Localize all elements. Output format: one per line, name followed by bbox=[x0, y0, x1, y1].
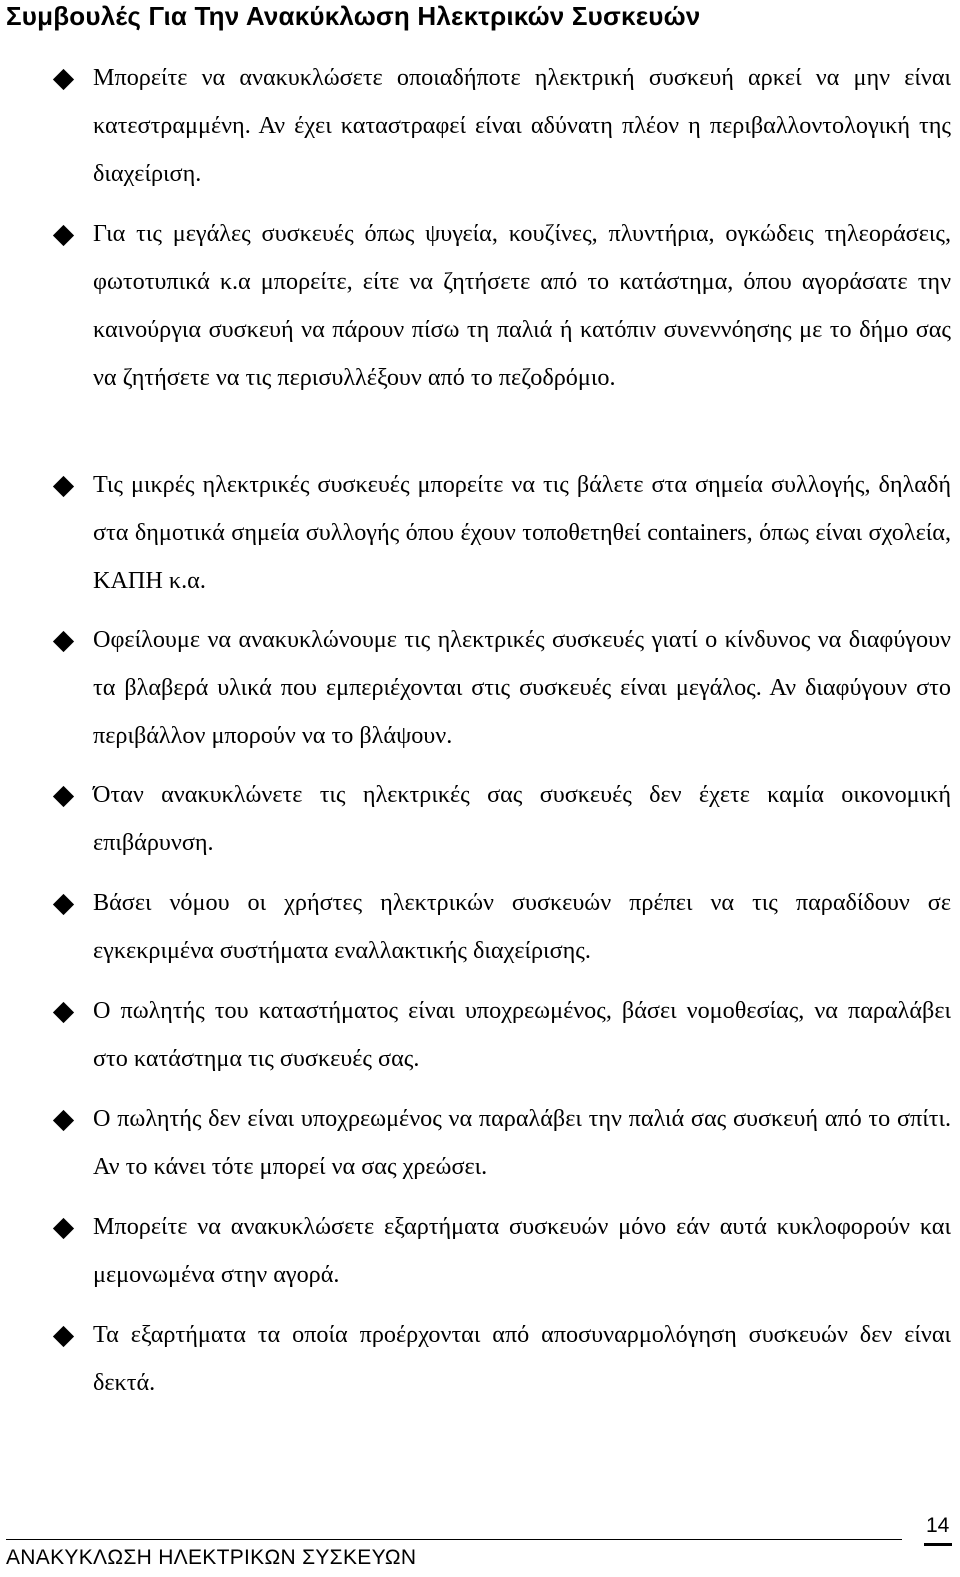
tip-text: Τις μικρές ηλεκτρικές συσκευές μπορείτε να τις βάλετε στα σημεία συλλογής, δηλαδή στα δημοτικά σημεία συλλογής όπου έχουν τοποθετηθεί containers, όπως είναι σχολεία, ΚΑΠΗ κ.α. bbox=[93, 471, 951, 594]
diamond-bullet-icon bbox=[53, 1110, 74, 1131]
diamond-bullet-icon bbox=[53, 1218, 74, 1239]
tip-text: Για τις μεγάλες συσκευές όπως ψυγεία, κουζίνες, πλυντήρια, ογκώδεις τηλεοράσεις, φωτοτυπικά κ.α μπορείτε, είτε να ζητήσετε από το κατάστημα, όπου αγοράσατε την καινούργια συσκευή να πάρουν πίσω τη παλιά ή κατόπιν συνεννόησης με το δήμο σας να ζητήσετε να τις περισυλλέξουν από το πεζοδρόμιο. bbox=[93, 220, 951, 391]
tip-text: Ο πωλητής του καταστήματος είναι υποχρεωμένος, βάσει νομοθεσίας, να παραλάβει στο κατάστημα τις συσκευές σας. bbox=[93, 997, 951, 1072]
diamond-bullet-icon bbox=[53, 631, 74, 652]
tip-text: Οφείλουμε να ανακυκλώνουμε τις ηλεκτρικές συσκευές γιατί ο κίνδυνος να διαφύγουν τα βλαβερά υλικά που εμπεριέχονται στις συσκευές είναι μεγάλος. Αν διαφύγουν στο περιβάλλον μπορούν να το βλάψουν. bbox=[93, 626, 951, 749]
diamond-bullet-icon bbox=[53, 1002, 74, 1023]
diamond-bullet-icon bbox=[53, 225, 74, 246]
tip-text: Ο πωλητής δεν είναι υποχρεωμένος να παραλάβει την παλιά σας συσκευή από το σπίτι. Αν το κάνει τότε μπορεί να σας χρεώσει. bbox=[93, 1105, 951, 1180]
diamond-bullet-icon bbox=[53, 1326, 74, 1347]
tip-text: Τα εξαρτήματα τα οποία προέρχονται από αποσυναρμολόγηση συσκευών δεν είναι δεκτά. bbox=[93, 1321, 951, 1396]
diamond-bullet-icon bbox=[53, 69, 74, 90]
diamond-bullet-icon bbox=[53, 786, 74, 807]
tip-text: Μπορείτε να ανακυκλώσετε οποιαδήποτε ηλεκτρική συσκευή αρκεί να μην είναι κατεστραμμένη. Αν έχει καταστραφεί είναι αδύνατη πλέον η περιβαλλοντολογική της διαχείριση. bbox=[93, 64, 951, 187]
diamond-bullet-icon bbox=[53, 476, 74, 497]
footer-divider bbox=[6, 1539, 902, 1540]
footer-text: ΑΝΑΚΥΚΛΩΣΗ ΗΛΕΚΤΡΙΚΩΝ ΣΥΣΚΕΥΩΝ bbox=[6, 1546, 417, 1569]
tip-text: Μπορείτε να ανακυκλώσετε εξαρτήματα συσκευών μόνο εάν αυτά κυκλοφορούν και μεμονωμένα στην αγορά. bbox=[93, 1213, 951, 1288]
tip-text: Βάσει νόμου οι χρήστες ηλεκτρικών συσκευών πρέπει να τις παραδίδουν σε εγκεκριμένα συστήματα εναλλακτικής διαχείρισης. bbox=[93, 889, 951, 964]
page-number: 14 bbox=[926, 1514, 950, 1537]
diamond-bullet-icon bbox=[53, 894, 74, 915]
page-number-underline bbox=[924, 1543, 952, 1546]
tip-text: Όταν ανακυκλώνετε τις ηλεκτρικές σας συσκευές δεν έχετε καμία οικονομική επιβάρυνση. bbox=[93, 781, 951, 856]
page-title: Συμβουλές Για Την Ανακύκλωση Ηλεκτρικών Συσκευών bbox=[6, 1, 701, 31]
